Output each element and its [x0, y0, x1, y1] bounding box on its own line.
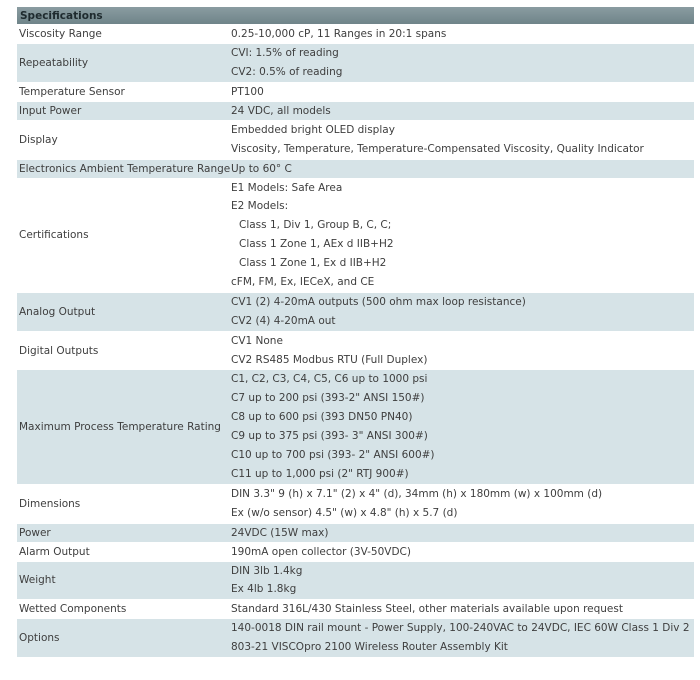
- table-row: [17, 25, 694, 44]
- table-row: [17, 619, 694, 658]
- row-label: Wetted Components: [19, 603, 127, 616]
- row-value-line: CV2 (4) 4-20mA out: [231, 314, 336, 327]
- row-value-line: Up to 60° C: [231, 162, 292, 175]
- row-label: Options: [19, 632, 60, 645]
- row-values: [231, 370, 694, 483]
- row-value-line: DIN 3.3" 9 (h) x 7.1" (2) x 4" (d), 34mm (h) x 180mm (w) x 100mm (d): [231, 487, 603, 500]
- row-values: [231, 160, 694, 178]
- row-label: Temperature Sensor: [19, 85, 125, 98]
- row-label: Power: [19, 526, 51, 539]
- row-values: [231, 83, 694, 101]
- row-value-line: CV1 (2) 4-20mA outputs (500 ohm max loop resistance): [231, 295, 526, 308]
- row-values: [231, 600, 694, 618]
- row-value-line: CVI: 1.5% of reading: [231, 47, 339, 59]
- row-label: Input Power: [19, 104, 82, 117]
- row-values: [231, 102, 694, 120]
- row-value-line: C1, C2, C3, C4, C5, C6 up to 1000 psi: [231, 373, 428, 386]
- row-value-line: Class 1 Zone 1, AEx d IIB+H2: [239, 238, 394, 251]
- row-value-line: Class 1, Div 1, Group B, C, C;: [239, 219, 392, 232]
- row-value-line: cFM, FM, Ex, IECeX, and CE: [231, 276, 375, 289]
- row-value-line: Embedded bright OLED display: [231, 123, 395, 136]
- table-row: [17, 44, 694, 83]
- row-value-line: C10 up to 700 psi (393- 2" ANSI 600#): [231, 449, 435, 462]
- row-value-line: C7 up to 200 psi (393-2" ANSI 150#): [231, 392, 425, 405]
- row-label: Alarm Output: [19, 545, 90, 558]
- row-values: [231, 562, 694, 600]
- table-row: [17, 83, 694, 102]
- row-label: Maximum Process Temperature Rating: [19, 421, 221, 434]
- row-label: Analog Output: [19, 305, 96, 318]
- row-value-line: 24VDC (15W max): [231, 526, 329, 539]
- row-value-line: 24 VDC, all models: [231, 104, 331, 117]
- row-values: [231, 543, 694, 561]
- row-values: [231, 44, 694, 82]
- table-row: [17, 562, 694, 601]
- table-row: [17, 543, 694, 562]
- row-label: Display: [19, 133, 58, 146]
- row-value-line: Class 1 Zone 1, Ex d IIB+H2: [239, 257, 387, 270]
- row-label: Repeatability: [19, 56, 89, 69]
- row-values: [231, 179, 694, 292]
- table-row: [17, 332, 694, 371]
- row-values: [231, 121, 694, 159]
- row-label: Certifications: [19, 229, 89, 242]
- row-value-line: CV2: 0.5% of reading: [231, 65, 343, 78]
- row-value-line: 803-21 VISCOpro 2100 Wireless Router Assembly Kit: [231, 641, 508, 654]
- row-value-line: 190mA open collector (3V-50VDC): [231, 545, 411, 558]
- row-value-line: DIN 3lb 1.4kg: [231, 564, 303, 577]
- row-value-line: C9 up to 375 psi (393- 3" ANSI 300#): [231, 430, 428, 443]
- row-value-line: Ex 4lb 1.8kg: [231, 583, 297, 596]
- table-row: [17, 524, 694, 543]
- row-value-line: Ex (w/o sensor) 4.5" (w) x 4.8" (h) x 5.7 (d): [231, 506, 458, 519]
- row-value-line: 140-0018 DIN rail mount - Power Supply, 100-240VAC to 24VDC, IEC 60W Class 1 Div 2: [231, 622, 690, 635]
- row-values: [231, 332, 694, 370]
- table-body: [17, 25, 694, 658]
- row-label: Viscosity Range: [19, 28, 102, 40]
- table-row: [17, 121, 694, 160]
- row-value-line: PT100: [231, 85, 264, 98]
- table-title: Specifications: [17, 7, 694, 25]
- row-value-line: CV1 None: [231, 334, 283, 347]
- table-row: [17, 370, 694, 484]
- row-value-line: 0.25-10,000 cP, 11 Ranges in 20:1 spans: [231, 28, 447, 40]
- row-label: Digital Outputs: [19, 344, 99, 357]
- row-values: [231, 25, 694, 43]
- row-value-line: C11 up to 1,000 psi (2" RTJ 900#): [231, 467, 409, 480]
- row-values: [231, 524, 694, 542]
- table-row: [17, 160, 694, 179]
- row-values: [231, 293, 694, 331]
- row-values: [231, 619, 694, 657]
- table-row: [17, 102, 694, 121]
- table-row: [17, 600, 694, 619]
- row-label: Weight: [19, 574, 56, 587]
- row-values: [231, 485, 694, 523]
- table-row: [17, 179, 694, 293]
- table-row: [17, 485, 694, 524]
- row-value-line: E2 Models:: [231, 200, 289, 213]
- table-row: [17, 293, 694, 332]
- row-label: Electronics Ambient Temperature Range: [19, 162, 231, 175]
- row-label: Dimensions: [19, 497, 81, 510]
- row-value-line: Standard 316L/430 Stainless Steel, other materials available upon request: [231, 603, 623, 616]
- row-value-line: E1 Models: Safe Area: [231, 181, 343, 194]
- row-value-line: Viscosity, Temperature, Temperature-Compensated Viscosity, Quality Indicator: [231, 142, 644, 155]
- row-value-line: C8 up to 600 psi (393 DN50 PN40): [231, 411, 413, 424]
- specifications-table: [17, 7, 694, 658]
- row-value-line: CV2 RS485 Modbus RTU (Full Duplex): [231, 353, 428, 366]
